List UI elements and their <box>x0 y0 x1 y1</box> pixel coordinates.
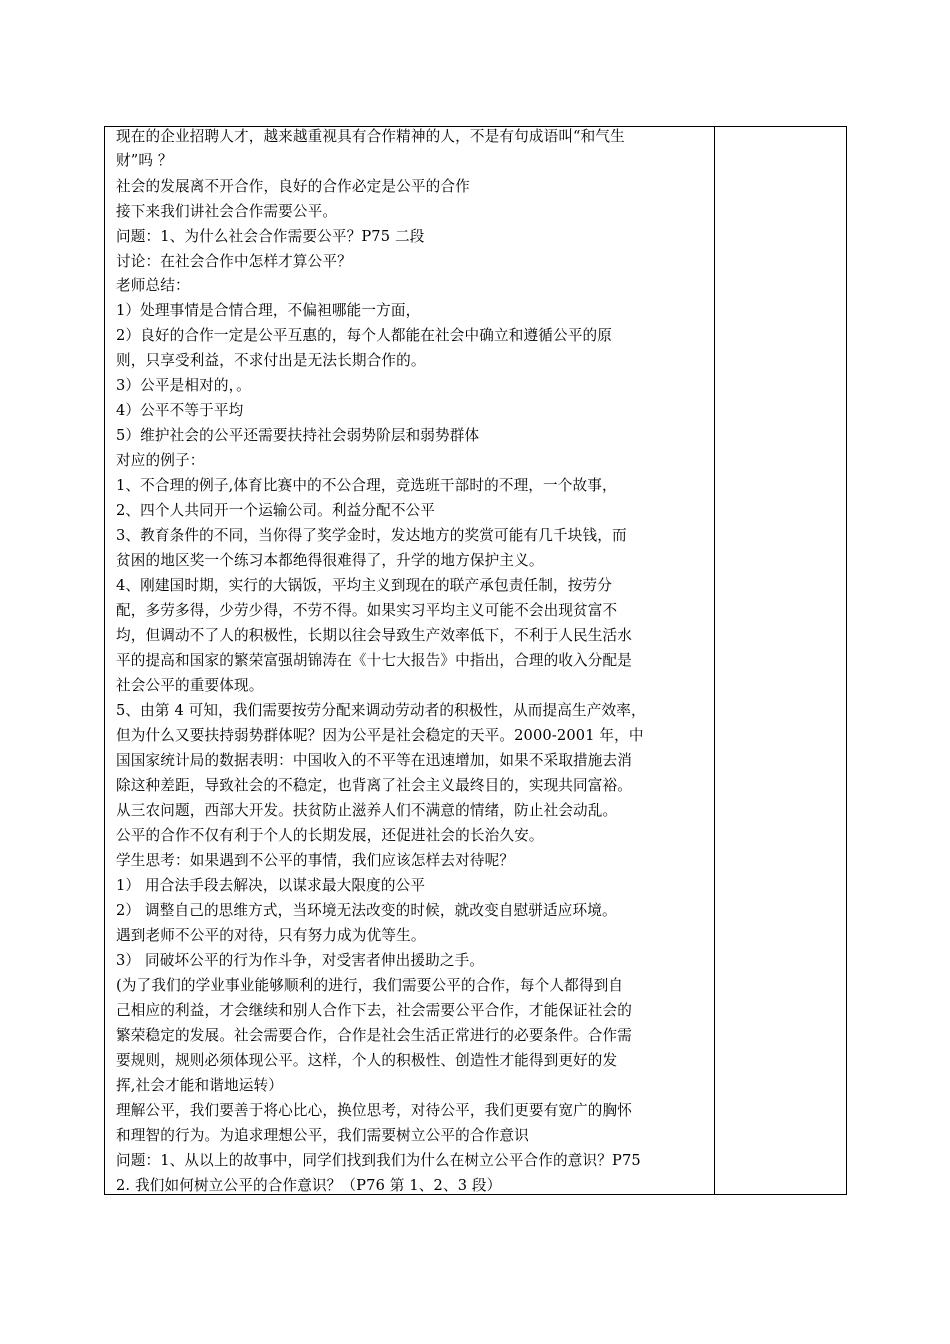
content-line: 遇到老师不公平的对待，只有努力成为优等生。 <box>116 927 426 944</box>
content-line: 问题：1、为什么社会合作需要公平？P75 二段 <box>116 228 425 245</box>
content-line: 均，但调动不了人的积极性，长期以往会导致生产效率低下，不利于人民生活水 <box>116 627 633 644</box>
content-line: 社会的发展离不开合作，良好的合作必定是公平的合作 <box>116 178 470 195</box>
content-line: 贫困的地区奖一个练习本都绝得很难得了，升学的地方保护主义。 <box>116 552 544 569</box>
content-line: 配，多劳多得，少劳少得，不劳不得。如果实习平均主义可能不会出现贫富不 <box>116 602 618 619</box>
content-line: 4、刚建国时期，实行的大锅饭，平均主义到现在的联产承包责任制，按劳分 <box>116 577 612 594</box>
content-line: 问题：1、从以上的故事中，同学们找到我们为什么在树立公平合作的意识？P75 <box>116 1152 641 1169</box>
content-line: 除这种差距，导致社会的不稳定，也背离了社会主义最终目的，实现共同富裕。 <box>116 777 633 794</box>
content-line: 3）公平是相对的，。 <box>116 377 251 394</box>
content-line: 挥,社会才能和谐地运转） <box>116 1077 283 1094</box>
content-line: 社会公平的重要体现。 <box>116 677 264 694</box>
content-line: 接下来我们讲社会合作需要公平。 <box>116 203 338 220</box>
content-line: 理解公平，我们要善于将心比心，换位思考，对待公平，我们更要有宽广的胸怀 <box>116 1102 633 1119</box>
content-line: 繁荣稳定的发展。社会需要合作，合作是社会生活正常进行的必要条件。合作需 <box>116 1027 633 1044</box>
lesson-content-cell <box>105 127 715 1194</box>
content-line: 2. 我们如何树立公平的合作意识？（P76 第 1、2、3 段） <box>116 1177 502 1194</box>
content-line: 5）维护社会的公平还需要扶持社会弱势阶层和弱势群体 <box>116 427 480 444</box>
content-line: 2）良好的合作一定是公平互惠的，每个人都能在社会中确立和遵循公平的原 <box>116 327 612 344</box>
content-line: 则，只享受利益，不求付出是无法长期合作的。 <box>116 352 426 369</box>
content-line: 财”吗 ？ <box>116 152 173 169</box>
content-line: 现在的企业招聘人才，越来越重视具有合作精神的人，不是有句成语叫“和气生 <box>116 128 625 145</box>
content-line: 2） 调整自己的思维方式，当环境无法改变的时候，就改变自慰骈适应环境。 <box>116 902 617 919</box>
lesson-table <box>104 126 847 1195</box>
content-line: 5、由第 4 可知，我们需要按劳分配来调动劳动者的积极性，从而提高生产效率， <box>116 702 646 719</box>
content-line: 1） 用合法手段去解决，以谋求最大限度的公平 <box>116 877 426 894</box>
content-line: 平的提高和国家的繁荣富强胡锦涛在《十七大报告》中指出，合理的收入分配是 <box>116 652 633 669</box>
content-line: 己相应的利益，才会继续和别人合作下去，社会需要公平合作，才能保证社会的 <box>116 1002 633 1019</box>
content-line: 但为什么又要扶持弱势群体呢？因为公平是社会稳定的天平。2000-2001 年，中 <box>116 727 644 744</box>
content-line: 4）公平不等于平均 <box>116 402 244 419</box>
content-line: 1、不合理的例子,体育比赛中的不公合理，竞选班干部时的不理，一个故事， <box>116 477 617 494</box>
content-line: 从三农问题，西部大开发。扶贫防止滋养人们不满意的情绪，防止社会动乱。 <box>116 802 618 819</box>
content-line: 和理智的行为。为追求理想公平，我们需要树立公平的合作意识 <box>116 1127 529 1144</box>
notes-cell <box>715 127 846 1194</box>
content-line: (为了我们的学业事业能够顺利的进行，我们需要公平的合作，每个人都得到自 <box>116 977 624 994</box>
content-line: 2、四个人共同开一个运输公司。利益分配不公平 <box>116 502 436 519</box>
content-line: 国国家统计局的数据表明：中国收入的不平等在迅速增加，如果不采取措施去消 <box>116 752 633 769</box>
content-line: 1）处理事情是合情合理，不偏袒哪能一方面， <box>116 302 421 319</box>
content-line: 要规则，规则必须体现公平。这样，个人的积极性、创造性才能得到更好的发 <box>116 1052 618 1069</box>
content-line: 老师总结： <box>116 277 190 294</box>
content-line: 讨论：在社会合作中怎样才算公平？ <box>116 253 352 270</box>
content-line: 3、教育条件的不同，当你得了奖学金时，发达地方的奖赏可能有几千块钱，而 <box>116 527 627 544</box>
content-line: 对应的例子： <box>116 452 205 469</box>
content-line: 学生思考：如果遇到不公平的事情，我们应该怎样去对待呢？ <box>116 852 515 869</box>
content-line: 3） 同破坏公平的行为作斗争，对受害者伸出援助之手。 <box>116 952 485 969</box>
content-line: 公平的合作不仅有利于个人的长期发展，还促进社会的长治久安。 <box>116 827 544 844</box>
